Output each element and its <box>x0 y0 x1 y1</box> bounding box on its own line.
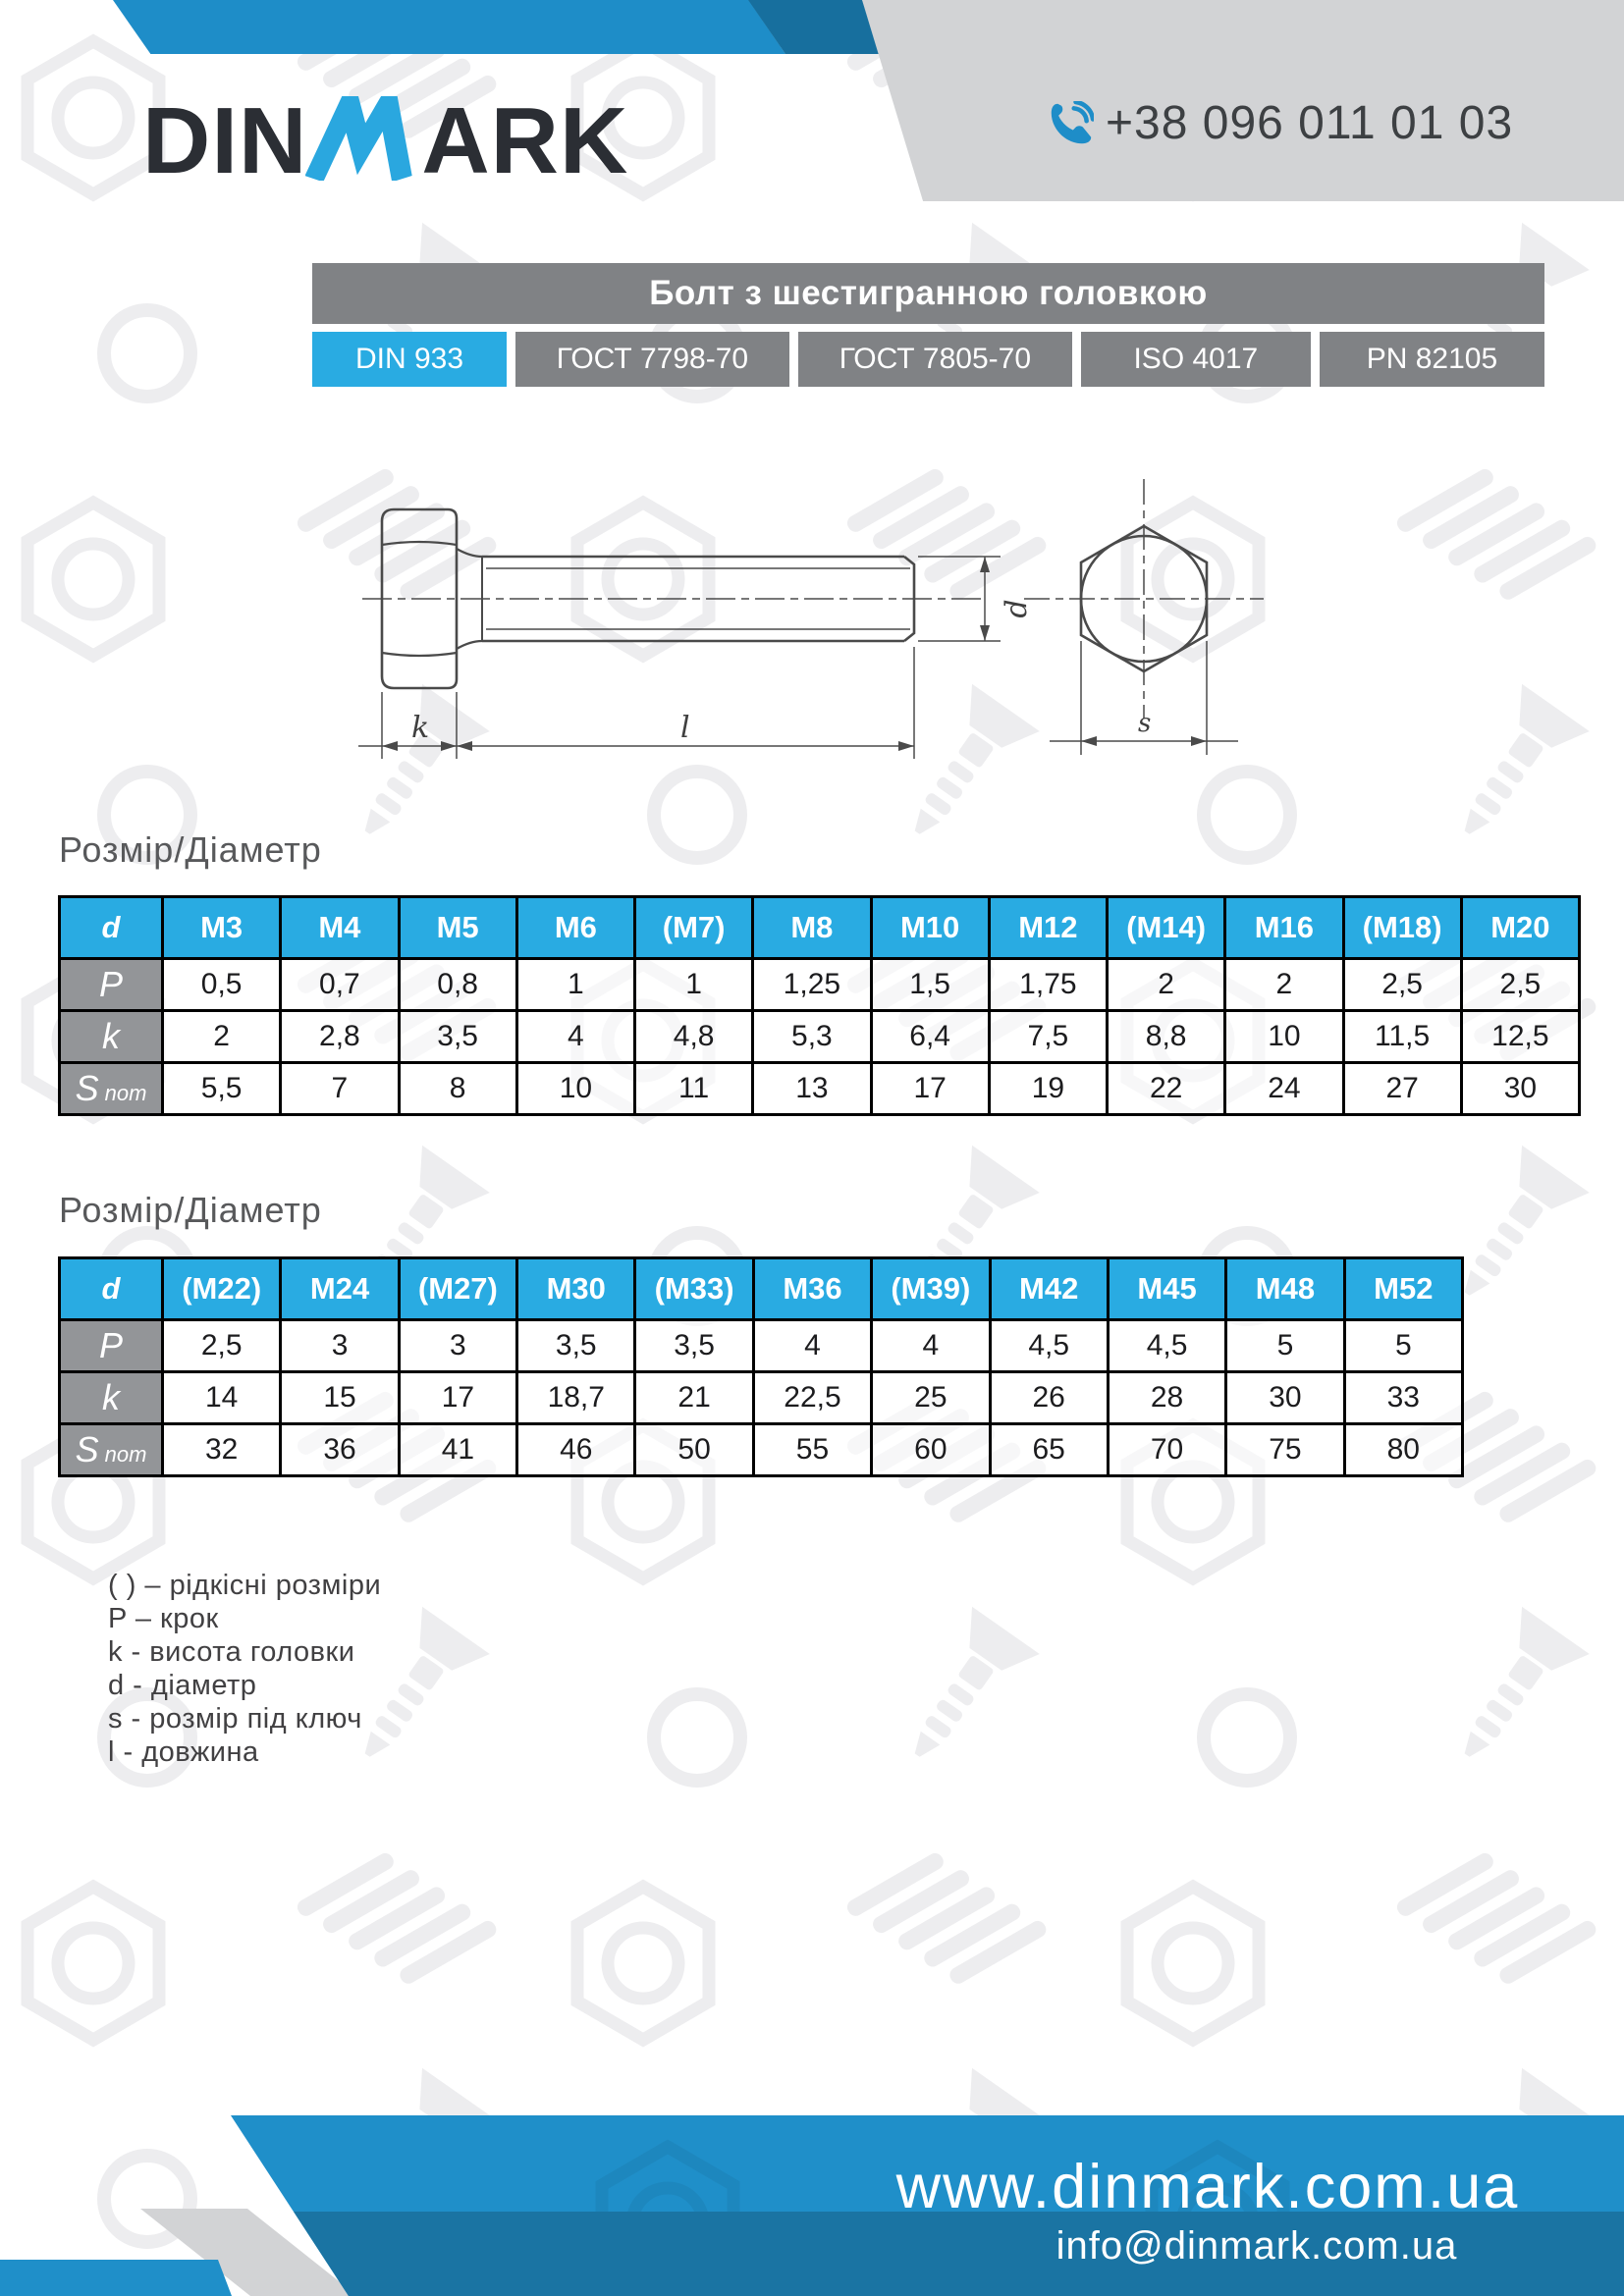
table-row-k <box>60 1372 1463 1424</box>
value-cell-P-1: 0,7 <box>281 959 399 1011</box>
standard-cell-4: PN 82105 <box>1320 332 1544 387</box>
value-cell-P-2: 0,8 <box>399 959 516 1011</box>
value-cell-P-5: 4 <box>753 1320 871 1372</box>
column-header-4: (M7) <box>635 897 753 959</box>
value-cell-S-9: 75 <box>1226 1424 1344 1476</box>
column-header-9: M16 <box>1225 897 1343 959</box>
value-cell-P-3: 3,5 <box>517 1320 635 1372</box>
value-cell-k-4: 21 <box>635 1372 753 1424</box>
value-cell-k-8: 8,8 <box>1108 1011 1225 1063</box>
value-cell-S-11: 30 <box>1461 1063 1579 1115</box>
value-cell-P-7: 4,5 <box>990 1320 1108 1372</box>
value-cell-P-0: 2,5 <box>163 1320 281 1372</box>
value-cell-k-0: 14 <box>163 1372 281 1424</box>
value-cell-P-10: 2,5 <box>1343 959 1461 1011</box>
value-cell-k-4: 4,8 <box>635 1011 753 1063</box>
value-cell-P-3: 1 <box>516 959 634 1011</box>
value-cell-S-3: 10 <box>516 1063 634 1115</box>
value-cell-P-0: 0,5 <box>163 959 281 1011</box>
legend-item-5: l - довжина <box>108 1736 259 1768</box>
column-header-2: (M27) <box>399 1258 516 1320</box>
value-cell-S-0: 5,5 <box>163 1063 281 1115</box>
value-cell-S-2: 8 <box>399 1063 516 1115</box>
value-cell-P-11: 2,5 <box>1461 959 1579 1011</box>
footer-email: info@dinmark.com.ua <box>1056 2224 1458 2268</box>
column-header-7: M12 <box>989 897 1107 959</box>
value-cell-P-8: 4,5 <box>1108 1320 1225 1372</box>
standard-cell-2: ГОСТ 7805-70 <box>798 332 1072 387</box>
table-row-S <box>60 1424 1463 1476</box>
row-label-k: k <box>60 1372 163 1424</box>
column-header-1: M24 <box>281 1258 399 1320</box>
value-cell-S-6: 60 <box>872 1424 990 1476</box>
column-header-11: M20 <box>1461 897 1579 959</box>
value-cell-S-9: 24 <box>1225 1063 1343 1115</box>
value-cell-k-6: 25 <box>872 1372 990 1424</box>
column-header-7: M42 <box>990 1258 1108 1320</box>
value-cell-P-8: 2 <box>1108 959 1225 1011</box>
column-header-10: M52 <box>1344 1258 1462 1320</box>
dinmark-logo <box>142 87 629 193</box>
legend-list <box>108 1569 381 1769</box>
value-cell-P-6: 1,5 <box>871 959 989 1011</box>
value-cell-S-4: 50 <box>635 1424 753 1476</box>
logo-text-din: DIN <box>142 87 308 193</box>
value-cell-S-2: 41 <box>399 1424 516 1476</box>
value-cell-S-10: 80 <box>1344 1424 1462 1476</box>
phone-number: +38 096 011 01 03 <box>1106 97 1514 149</box>
table-row-k <box>60 1011 1580 1063</box>
phone-icon <box>1049 101 1094 146</box>
value-cell-S-1: 7 <box>281 1063 399 1115</box>
corner-cell-d: d <box>60 897 163 959</box>
standard-cell-0: DIN 933 <box>312 332 507 387</box>
standard-cell-3: ISO 4017 <box>1081 332 1311 387</box>
value-cell-k-7: 26 <box>990 1372 1108 1424</box>
logo-text-ark: ARK <box>421 87 629 193</box>
value-cell-P-9: 2 <box>1225 959 1343 1011</box>
column-header-2: M5 <box>399 897 516 959</box>
dimension-table-m22-m52 <box>58 1256 1464 1477</box>
value-cell-k-10: 33 <box>1344 1372 1462 1424</box>
table-header-row <box>60 1258 1463 1320</box>
column-header-3: M30 <box>517 1258 635 1320</box>
row-label-k: k <box>60 1011 163 1063</box>
value-cell-k-11: 12,5 <box>1461 1011 1579 1063</box>
legend-item-4: s - розмір під ключ <box>108 1703 362 1735</box>
legend-item-1: P – крок <box>108 1603 219 1634</box>
product-title-bar <box>312 263 1544 324</box>
table-row-S <box>60 1063 1580 1115</box>
value-cell-k-9: 30 <box>1226 1372 1344 1424</box>
value-cell-k-2: 3,5 <box>399 1011 516 1063</box>
dimension-k-l <box>358 647 914 759</box>
legend-item-3: d - діаметр <box>108 1670 257 1701</box>
row-label-P: P <box>60 1320 163 1372</box>
column-header-6: M10 <box>871 897 989 959</box>
value-cell-S-5: 55 <box>753 1424 871 1476</box>
row-label-P: P <box>60 959 163 1011</box>
legend-item-2: k - висота головки <box>108 1636 355 1668</box>
legend-item-0: ( ) – рідкісні розміри <box>108 1570 382 1601</box>
drawing-label-l: l <box>680 711 690 745</box>
drawing-label-k: k <box>411 711 430 745</box>
column-header-6: (M39) <box>872 1258 990 1320</box>
value-cell-S-3: 46 <box>517 1424 635 1476</box>
value-cell-k-5: 22,5 <box>753 1372 871 1424</box>
value-cell-S-10: 27 <box>1343 1063 1461 1115</box>
value-cell-S-7: 19 <box>989 1063 1107 1115</box>
dimension-table-m3-m20 <box>58 895 1581 1116</box>
value-cell-P-9: 5 <box>1226 1320 1344 1372</box>
value-cell-S-4: 11 <box>635 1063 753 1115</box>
corner-cell-d: d <box>60 1258 163 1320</box>
standard-cell-1: ГОСТ 7798-70 <box>515 332 789 387</box>
table-header-row <box>60 897 1580 959</box>
value-cell-P-2: 3 <box>399 1320 516 1372</box>
value-cell-S-6: 17 <box>871 1063 989 1115</box>
value-cell-S-5: 13 <box>753 1063 871 1115</box>
section-label-size-diameter-2: Розмір/Діаметр <box>59 1190 322 1230</box>
column-header-8: (M14) <box>1108 897 1225 959</box>
value-cell-k-3: 4 <box>516 1011 634 1063</box>
column-header-8: M45 <box>1108 1258 1225 1320</box>
value-cell-k-9: 10 <box>1225 1011 1343 1063</box>
value-cell-S-7: 65 <box>990 1424 1108 1476</box>
column-header-5: M8 <box>753 897 871 959</box>
value-cell-k-0: 2 <box>163 1011 281 1063</box>
value-cell-P-4: 1 <box>635 959 753 1011</box>
value-cell-P-1: 3 <box>281 1320 399 1372</box>
footer-website: www.dinmark.com.ua <box>895 2153 1520 2221</box>
value-cell-P-6: 4 <box>872 1320 990 1372</box>
phone-contact <box>1049 96 1513 150</box>
value-cell-k-3: 18,7 <box>517 1372 635 1424</box>
product-title: Болт з шестигранною головкою <box>649 274 1208 312</box>
value-cell-P-5: 1,25 <box>753 959 871 1011</box>
value-cell-k-2: 17 <box>399 1372 516 1424</box>
value-cell-P-7: 1,75 <box>989 959 1107 1011</box>
value-cell-k-7: 7,5 <box>989 1011 1107 1063</box>
drawing-label-s: s <box>1138 709 1152 738</box>
value-cell-P-4: 3,5 <box>635 1320 753 1372</box>
column-header-9: M48 <box>1226 1258 1344 1320</box>
row-label-S: S nom <box>60 1063 163 1115</box>
standards-row <box>312 332 1544 387</box>
column-header-3: M6 <box>516 897 634 959</box>
column-header-5: M36 <box>753 1258 871 1320</box>
value-cell-k-1: 2,8 <box>281 1011 399 1063</box>
section-label-size-diameter-1: Розмір/Діаметр <box>59 829 322 870</box>
column-header-4: (M33) <box>635 1258 753 1320</box>
value-cell-k-6: 6,4 <box>871 1011 989 1063</box>
value-cell-k-10: 11,5 <box>1343 1011 1461 1063</box>
drawing-label-d: d <box>1000 599 1034 618</box>
value-cell-S-8: 22 <box>1108 1063 1225 1115</box>
logo-m-icon <box>305 96 425 181</box>
footer-left-blue-strip <box>0 2260 245 2296</box>
table-row-P <box>60 959 1580 1011</box>
value-cell-P-10: 5 <box>1344 1320 1462 1372</box>
column-header-1: M4 <box>281 897 399 959</box>
value-cell-k-5: 5,3 <box>753 1011 871 1063</box>
table-row-P <box>60 1320 1463 1372</box>
header-band-blue <box>113 0 785 54</box>
column-header-0: M3 <box>163 897 281 959</box>
value-cell-S-1: 36 <box>281 1424 399 1476</box>
value-cell-S-8: 70 <box>1108 1424 1225 1476</box>
value-cell-k-8: 28 <box>1108 1372 1225 1424</box>
column-header-0: (M22) <box>163 1258 281 1320</box>
column-header-10: (M18) <box>1343 897 1461 959</box>
value-cell-k-1: 15 <box>281 1372 399 1424</box>
value-cell-S-0: 32 <box>163 1424 281 1476</box>
row-label-S: S nom <box>60 1424 163 1476</box>
bolt-technical-drawing <box>349 447 1291 780</box>
